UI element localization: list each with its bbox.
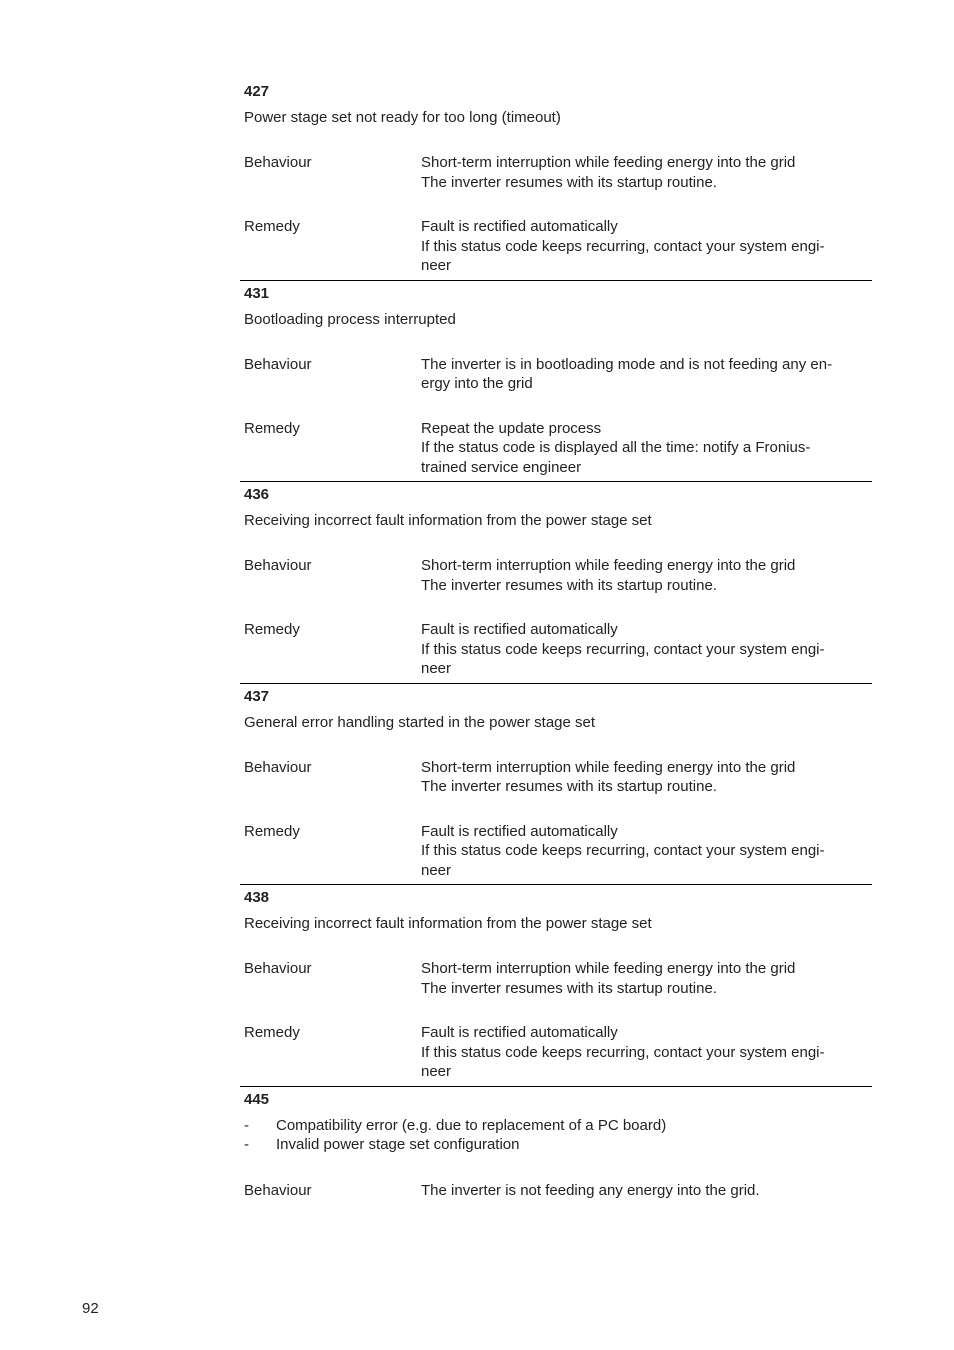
- remedy-line: neer: [421, 660, 452, 677]
- remedy-line: neer: [421, 257, 452, 274]
- error-entry-445: [240, 1089, 872, 1205]
- remedy-row: [240, 1023, 872, 1082]
- behaviour-text: The inverter is not feeding any energy into the grid.: [421, 1181, 760, 1199]
- behaviour-line: The inverter resumes with its startup routine.: [421, 576, 717, 594]
- error-entry-438: [240, 887, 872, 1087]
- remedy-text: [421, 620, 872, 679]
- error-code: 436: [244, 486, 270, 503]
- remedy-line: trained service engineer: [421, 458, 582, 476]
- behaviour-label: Behaviour: [244, 557, 312, 574]
- behaviour-line: The inverter resumes with its startup routine.: [421, 979, 717, 997]
- behaviour-text: [421, 355, 872, 394]
- error-title: General error handling started in the power stage set: [244, 713, 596, 731]
- behaviour-text: [421, 153, 872, 192]
- remedy-label: Remedy: [244, 218, 300, 235]
- cause-item: [240, 1135, 872, 1155]
- remedy-line: neer: [421, 861, 452, 879]
- behaviour-row: [240, 959, 872, 998]
- remedy-label: Remedy: [244, 1024, 300, 1041]
- behaviour-label: Behaviour: [244, 355, 312, 373]
- remedy-line: Fault is rectified automatically: [421, 822, 618, 840]
- remedy-text: [421, 822, 872, 881]
- behaviour-row: [240, 758, 872, 797]
- remedy-text: [421, 1023, 872, 1082]
- cause-item: [240, 1116, 872, 1136]
- remedy-line: Repeat the update process: [421, 419, 602, 437]
- remedy-label: Remedy: [244, 822, 300, 840]
- remedy-line: If this status code keeps recurring, contact your system engi-: [421, 237, 825, 255]
- remedy-text: [421, 217, 872, 276]
- remedy-line: Fault is rectified automatically: [421, 218, 618, 235]
- error-code: 431: [244, 284, 270, 302]
- behaviour-line: Short-term interruption while feeding energy into the grid: [421, 154, 796, 171]
- dash-bullet: -: [244, 1136, 249, 1153]
- remedy-text: [421, 419, 872, 478]
- remedy-label: Remedy: [244, 621, 300, 638]
- error-code: 437: [244, 687, 270, 705]
- page-number: 92: [82, 1300, 99, 1317]
- error-title: Receiving incorrect fault information from the power stage set: [244, 512, 652, 529]
- remedy-line: If the status code is displayed all the time: notify a Fronius-: [421, 439, 811, 456]
- remedy-line: If this status code keeps recurring, contact your system engi-: [421, 640, 825, 658]
- behaviour-line: Short-term interruption while feeding energy into the grid: [421, 758, 796, 776]
- error-code: 438: [244, 889, 270, 906]
- behaviour-line: The inverter resumes with its startup routine.: [421, 778, 717, 795]
- cause-list: [240, 1116, 872, 1155]
- remedy-label: Remedy: [244, 419, 300, 437]
- error-entry-437: [240, 686, 872, 886]
- error-code-list: [240, 80, 872, 1206]
- remedy-row: [240, 822, 872, 881]
- behaviour-label: Behaviour: [244, 1181, 312, 1199]
- remedy-row: [240, 419, 872, 478]
- behaviour-row: [240, 556, 872, 595]
- behaviour-text: [421, 758, 872, 797]
- remedy-row: [240, 620, 872, 679]
- behaviour-line: ergy into the grid: [421, 375, 533, 392]
- behaviour-line: The inverter is in bootloading mode and is not feeding any en-: [421, 355, 833, 373]
- error-title: Power stage set not ready for too long (timeout): [244, 109, 561, 126]
- remedy-line: Fault is rectified automatically: [421, 1024, 618, 1041]
- cause-text: Invalid power stage set configuration: [276, 1136, 520, 1153]
- behaviour-row: [240, 355, 872, 394]
- error-code: 427: [244, 83, 270, 100]
- behaviour-line: Short-term interruption while feeding energy into the grid: [421, 960, 796, 977]
- behaviour-text: [421, 556, 872, 595]
- error-entry-436: [240, 484, 872, 684]
- behaviour-line: Short-term interruption while feeding energy into the grid: [421, 557, 796, 574]
- remedy-line: neer: [421, 1063, 452, 1080]
- remedy-line: Fault is rectified automatically: [421, 621, 618, 638]
- behaviour-label: Behaviour: [244, 960, 312, 977]
- behaviour-label: Behaviour: [244, 154, 312, 171]
- error-title: Receiving incorrect fault information from the power stage set: [244, 915, 652, 932]
- remedy-row: [240, 217, 872, 276]
- error-code: 445: [244, 1090, 270, 1108]
- error-entry-427: [240, 81, 872, 281]
- error-title: Bootloading process interrupted: [244, 310, 456, 328]
- behaviour-row: [240, 1181, 872, 1201]
- remedy-line: If this status code keeps recurring, contact your system engi-: [421, 1043, 825, 1061]
- behaviour-text: [421, 959, 872, 998]
- behaviour-line: The inverter resumes with its startup routine.: [421, 173, 717, 191]
- behaviour-row: [240, 153, 872, 192]
- remedy-line: If this status code keeps recurring, contact your system engi-: [421, 842, 825, 859]
- behaviour-label: Behaviour: [244, 758, 312, 776]
- cause-text: Compatibility error (e.g. due to replacement of a PC board): [276, 1116, 667, 1134]
- dash-bullet: -: [244, 1116, 249, 1134]
- error-entry-431: [240, 283, 872, 483]
